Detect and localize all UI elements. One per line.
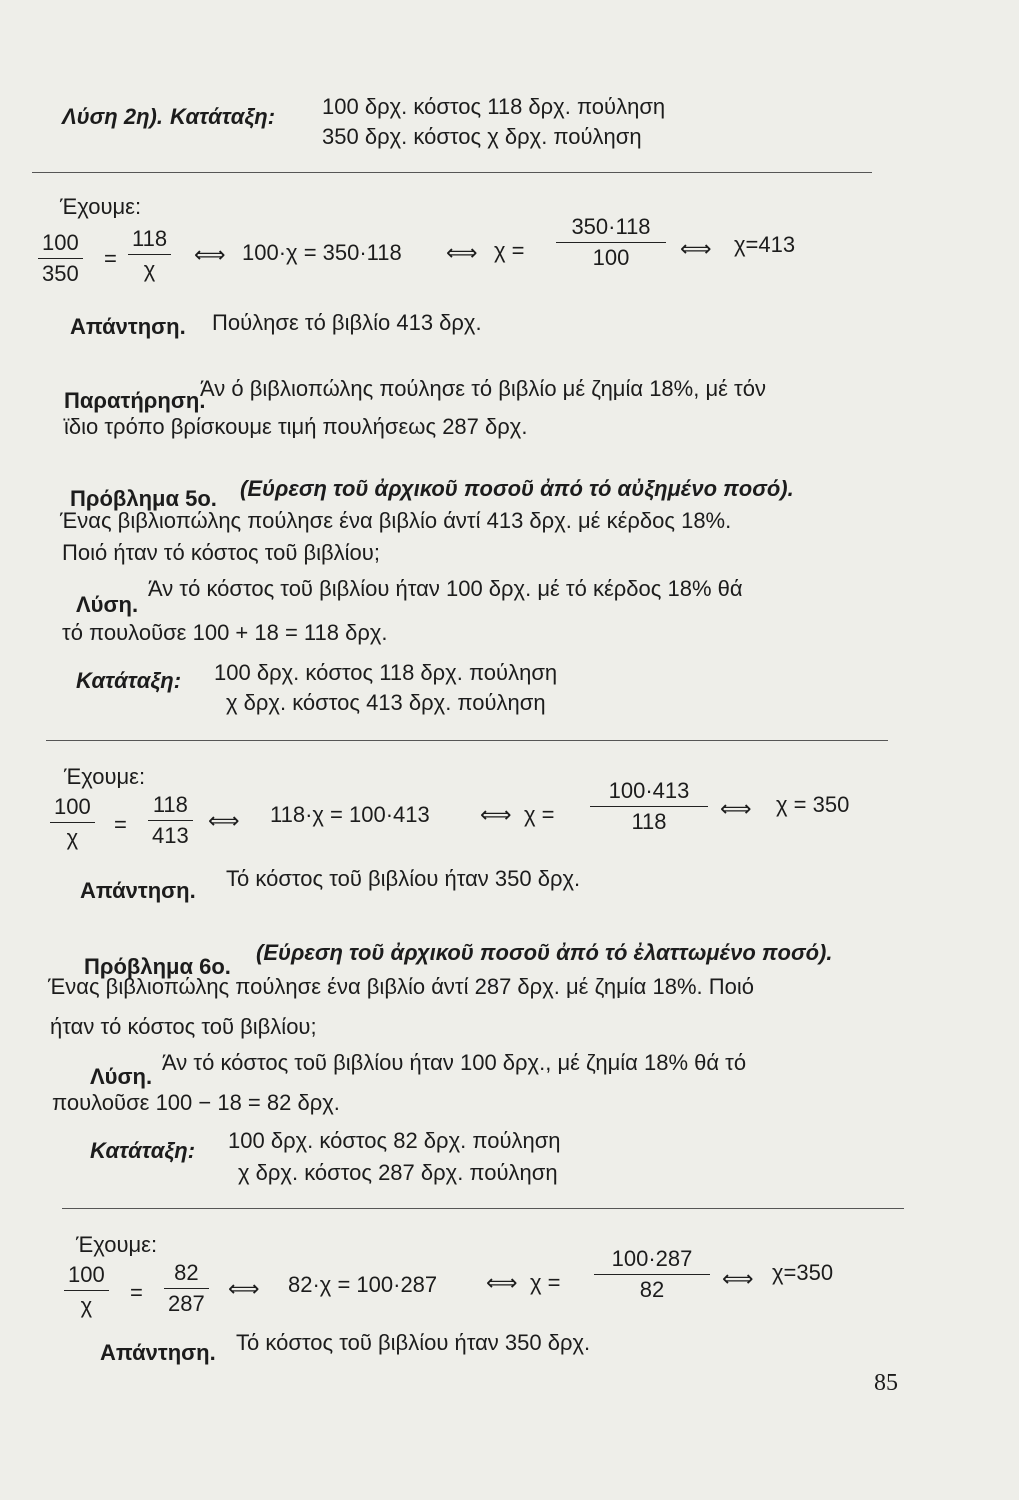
answer-label: Απάντηση. [100, 1340, 216, 1365]
equation: 118·χ = 100·413 [270, 802, 430, 827]
arrangement-label: Κατάταξη: [170, 104, 276, 129]
problem-subtitle: (Εύρεση τοῦ ἀρχικοῦ ποσοῦ ἀπό τό αὐξημένο ποσό). [240, 476, 794, 501]
answer-label: Απάντηση. [70, 314, 186, 339]
equation: 100·χ = 350·118 [242, 240, 402, 265]
problem-line-2: Ποιό ήταν τό κόστος τοῦ βιβλίου; [62, 540, 380, 565]
solution-label: Λύση 2η). [62, 104, 163, 129]
result: χ=413 [734, 232, 796, 257]
solution-line-1: Άν τό κόστος τοῦ βιβλίου ήταν 100 δρχ., μέ ζημία 18% θά τό [162, 1050, 747, 1075]
fraction-1: 100 350 [38, 230, 83, 287]
arrangement-line-1: 100 δρχ. κόστος 118 δρχ. πούληση [322, 94, 666, 119]
iff-arrow: ⟺ [208, 808, 240, 833]
iff-arrow: ⟺ [722, 1266, 754, 1291]
problem-line-1: Ένας βιβλιοπώλης πούλησε ένα βιβλίο άντί 287 δρχ. μέ ζημία 18%. Ποιό [48, 974, 754, 999]
solution-line-2: τό πουλοῦσε 100 + 18 = 118 δρχ. [62, 620, 388, 645]
arrangement-line-1: 100 δρχ. κόστος 118 δρχ. πούληση [214, 660, 558, 685]
fraction-2: 82 287 [164, 1260, 209, 1317]
arrangement-label: Κατάταξη: [90, 1138, 196, 1163]
equation: 82·χ = 100·287 [288, 1272, 438, 1297]
fraction-2: 118 413 [148, 792, 193, 849]
divider [62, 1208, 904, 1209]
answer-text: Πούλησε τό βιβλίο 413 δρχ. [212, 310, 482, 335]
answer-text: Τό κόστος τοῦ βιβλίου ήταν 350 δρχ. [236, 1330, 591, 1355]
iff-arrow: ⟺ [194, 242, 226, 267]
arrangement-line-2: 350 δρχ. κόστος χ δρχ. πούληση [322, 124, 642, 149]
iff-arrow: ⟺ [446, 240, 478, 265]
fraction-3: 100·413 118 [590, 778, 708, 835]
fraction-1: 100 χ [50, 794, 95, 851]
have-label: Έχουμε: [64, 764, 146, 789]
solution-label: Λύση. [90, 1064, 153, 1089]
arrangement-line-2: χ δρχ. κόστος 413 δρχ. πούληση [226, 690, 546, 715]
result: χ = 350 [776, 792, 850, 817]
iff-arrow: ⟺ [228, 1276, 260, 1301]
have-label: Έχουμε: [60, 194, 142, 219]
iff-arrow: ⟺ [680, 236, 712, 261]
problem-title: Πρόβλημα 5ο. [70, 486, 217, 511]
fraction-1: 100 χ [64, 1262, 109, 1319]
fraction-3: 350·118 100 [556, 214, 666, 271]
arrangement-label: Κατάταξη: [76, 668, 182, 693]
solution-line-2: πουλοῦσε 100 − 18 = 82 δρχ. [52, 1090, 340, 1115]
page-number: 85 [874, 1370, 898, 1396]
equals-sign: = [104, 246, 117, 271]
problem-title: Πρόβλημα 6ο. [84, 954, 231, 979]
x-equals: χ = [494, 238, 525, 263]
have-label: Έχουμε: [76, 1232, 158, 1257]
divider [32, 172, 872, 173]
x-equals: χ = [524, 802, 555, 827]
problem-subtitle: (Εύρεση τοῦ ἀρχικοῦ ποσοῦ ἀπό τό ἐλαττωμένο ποσό). [256, 940, 833, 965]
solution-line-1: Άν τό κόστος τοῦ βιβλίου ήταν 100 δρχ. μέ τό κέρδος 18% θά [148, 576, 743, 601]
fraction-2: 118 χ [128, 226, 171, 283]
answer-label: Απάντηση. [80, 878, 196, 903]
remark-line-1: Άν ό βιβλιοπώλης πούλησε τό βιβλίο μέ ζημία 18%, μέ τόν [200, 376, 766, 401]
equals-sign: = [114, 812, 127, 837]
x-equals: χ = [530, 1270, 561, 1295]
problem-line-1: Ένας βιβλιοπώλης πούλησε ένα βιβλίο άντί 413 δρχ. μέ κέρδος 18%. [60, 508, 732, 533]
divider [46, 740, 888, 741]
iff-arrow: ⟺ [486, 1270, 518, 1295]
remark-label: Παρατήρηση. [64, 388, 206, 413]
remark-line-2: ϊδιο τρόπο βρίσκουμε τιμή πουλήσεως 287 δρχ. [64, 414, 528, 439]
equals-sign: = [130, 1280, 143, 1305]
fraction-3: 100·287 82 [594, 1246, 710, 1303]
arrangement-line-2: χ δρχ. κόστος 287 δρχ. πούληση [238, 1160, 558, 1185]
answer-text: Τό κόστος τοῦ βιβλίου ήταν 350 δρχ. [226, 866, 581, 891]
arrangement-line-1: 100 δρχ. κόστος 82 δρχ. πούληση [228, 1128, 561, 1153]
solution-label: Λύση. [76, 592, 139, 617]
iff-arrow: ⟺ [720, 796, 752, 821]
problem-line-2: ήταν τό κόστος τοῦ βιβλίου; [50, 1014, 317, 1039]
iff-arrow: ⟺ [480, 802, 512, 827]
result: χ=350 [772, 1260, 834, 1285]
